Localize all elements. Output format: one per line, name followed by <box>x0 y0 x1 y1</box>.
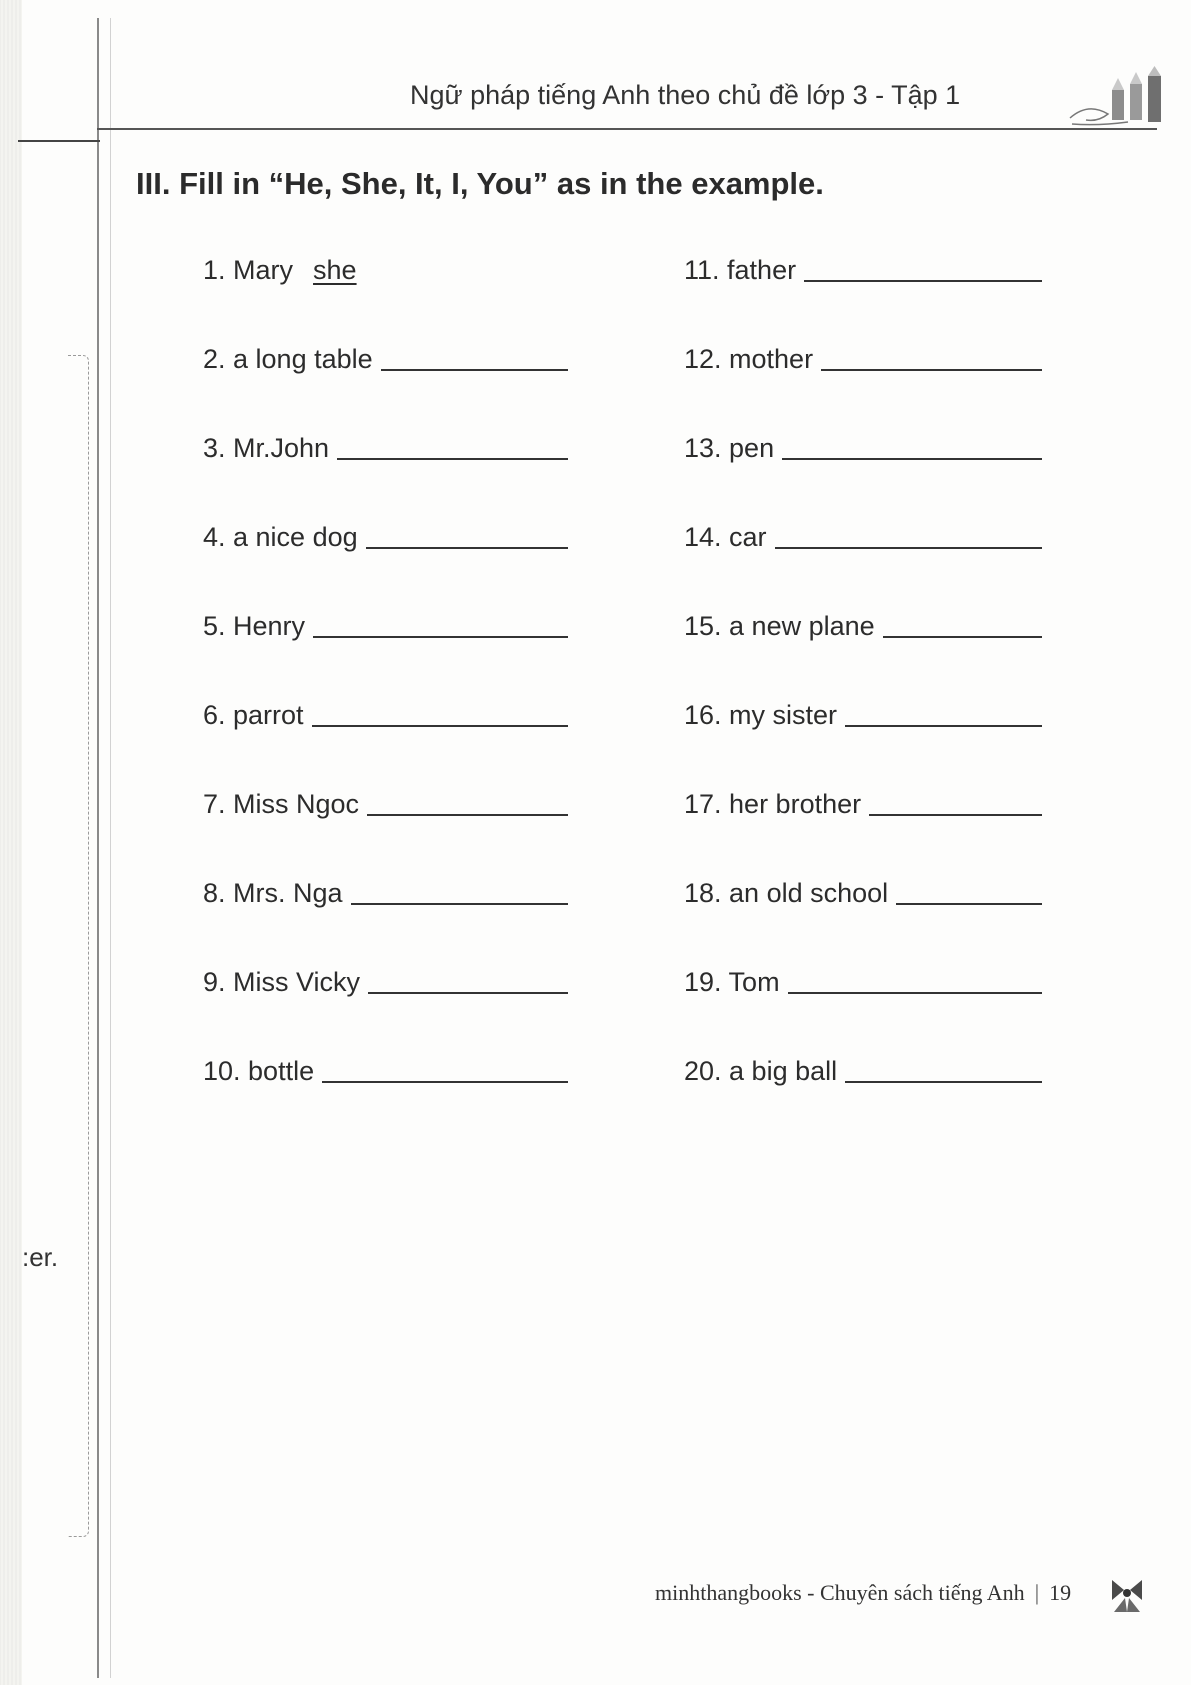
exercise-item <box>203 602 568 642</box>
exercise-item <box>203 246 568 286</box>
item-label: 3. Mr.John <box>203 433 330 463</box>
answer-blank[interactable] <box>788 992 1042 994</box>
answer-blank[interactable] <box>821 369 1042 371</box>
item-label: 15. a new plane <box>684 611 875 641</box>
exercise-item <box>684 691 1042 731</box>
exercise-item <box>684 958 1042 998</box>
answer-blank[interactable] <box>366 547 568 549</box>
exercise-item <box>684 513 1042 553</box>
answer-blank[interactable] <box>845 1081 1042 1083</box>
answer-blank[interactable] <box>804 280 1042 282</box>
item-label: 17. her brother <box>684 789 862 819</box>
exercise-item <box>203 691 568 731</box>
item-label: 4. a nice dog <box>203 522 358 552</box>
answer-blank[interactable] <box>775 547 1042 549</box>
exercise-item <box>684 1047 1042 1087</box>
answer-blank[interactable] <box>351 903 568 905</box>
item-label: 14. car <box>684 522 767 552</box>
header-rule <box>97 128 1157 130</box>
exercise-item <box>684 246 1042 286</box>
answer-blank[interactable] <box>381 369 568 371</box>
binding-line <box>97 18 99 1678</box>
exercise-item <box>684 335 1042 375</box>
exercise-heading: III. Fill in “He, She, It, I, You” as in the example. <box>136 166 824 201</box>
item-label: 11. father <box>684 255 797 285</box>
item-label: 6. parrot <box>203 700 304 730</box>
exercise-item <box>203 424 568 464</box>
margin-dashed-box <box>68 355 89 1537</box>
exercise-item <box>684 602 1042 642</box>
exercise-item <box>203 869 568 909</box>
exercise-item <box>684 424 1042 464</box>
answer-blank[interactable] <box>896 903 1042 905</box>
exercise-item <box>684 869 1042 909</box>
exercise-item <box>203 958 568 998</box>
item-label: 18. an old school <box>684 878 889 908</box>
answer-blank[interactable] <box>782 458 1042 460</box>
item-label: 9. Miss Vicky <box>203 967 361 997</box>
example-answer: she <box>313 255 357 285</box>
pencils-icon <box>1068 66 1168 132</box>
adjacent-page-edge <box>0 0 22 1685</box>
page-footer <box>655 1580 1071 1606</box>
item-label: 13. pen <box>684 433 775 463</box>
item-label: 1. Mary <box>203 255 294 285</box>
exercise-item <box>203 1047 568 1087</box>
item-label: 5. Henry <box>203 611 306 641</box>
binding-line-secondary <box>110 18 111 1678</box>
answer-blank[interactable] <box>312 725 568 727</box>
answer-blank[interactable] <box>883 636 1042 638</box>
exercise-item <box>203 335 568 375</box>
item-label: 12. mother <box>684 344 814 374</box>
answer-blank[interactable] <box>322 1081 568 1083</box>
publisher-logo-icon <box>1110 1578 1144 1614</box>
margin-cut-text: :er. <box>22 1242 59 1272</box>
answer-blank[interactable] <box>368 992 568 994</box>
answer-blank[interactable] <box>337 458 568 460</box>
publisher-text: minhthangbooks - Chuyên sách tiếng Anh <box>655 1580 1025 1605</box>
item-label: 16. my sister <box>684 700 838 730</box>
item-label: 2. a long table <box>203 344 373 374</box>
item-label: 10. bottle <box>203 1056 315 1086</box>
item-label: 7. Miss Ngoc <box>203 789 360 819</box>
book-title: Ngữ pháp tiếng Anh theo chủ đề lớp 3 - Tập 1 <box>410 80 961 110</box>
item-label: 20. a big ball <box>684 1056 838 1086</box>
answer-blank[interactable] <box>367 814 568 816</box>
item-label: 8. Mrs. Nga <box>203 878 343 908</box>
margin-top-rule <box>18 140 100 142</box>
answer-blank[interactable] <box>869 814 1042 816</box>
exercise-item <box>203 513 568 553</box>
exercise-item <box>203 780 568 820</box>
footer-separator: | <box>1034 1580 1040 1605</box>
exercise-item <box>684 780 1042 820</box>
answer-blank[interactable] <box>313 636 568 638</box>
item-label: 19. Tom <box>684 967 780 997</box>
answer-blank[interactable] <box>845 725 1042 727</box>
page-number: 19 <box>1049 1580 1072 1605</box>
